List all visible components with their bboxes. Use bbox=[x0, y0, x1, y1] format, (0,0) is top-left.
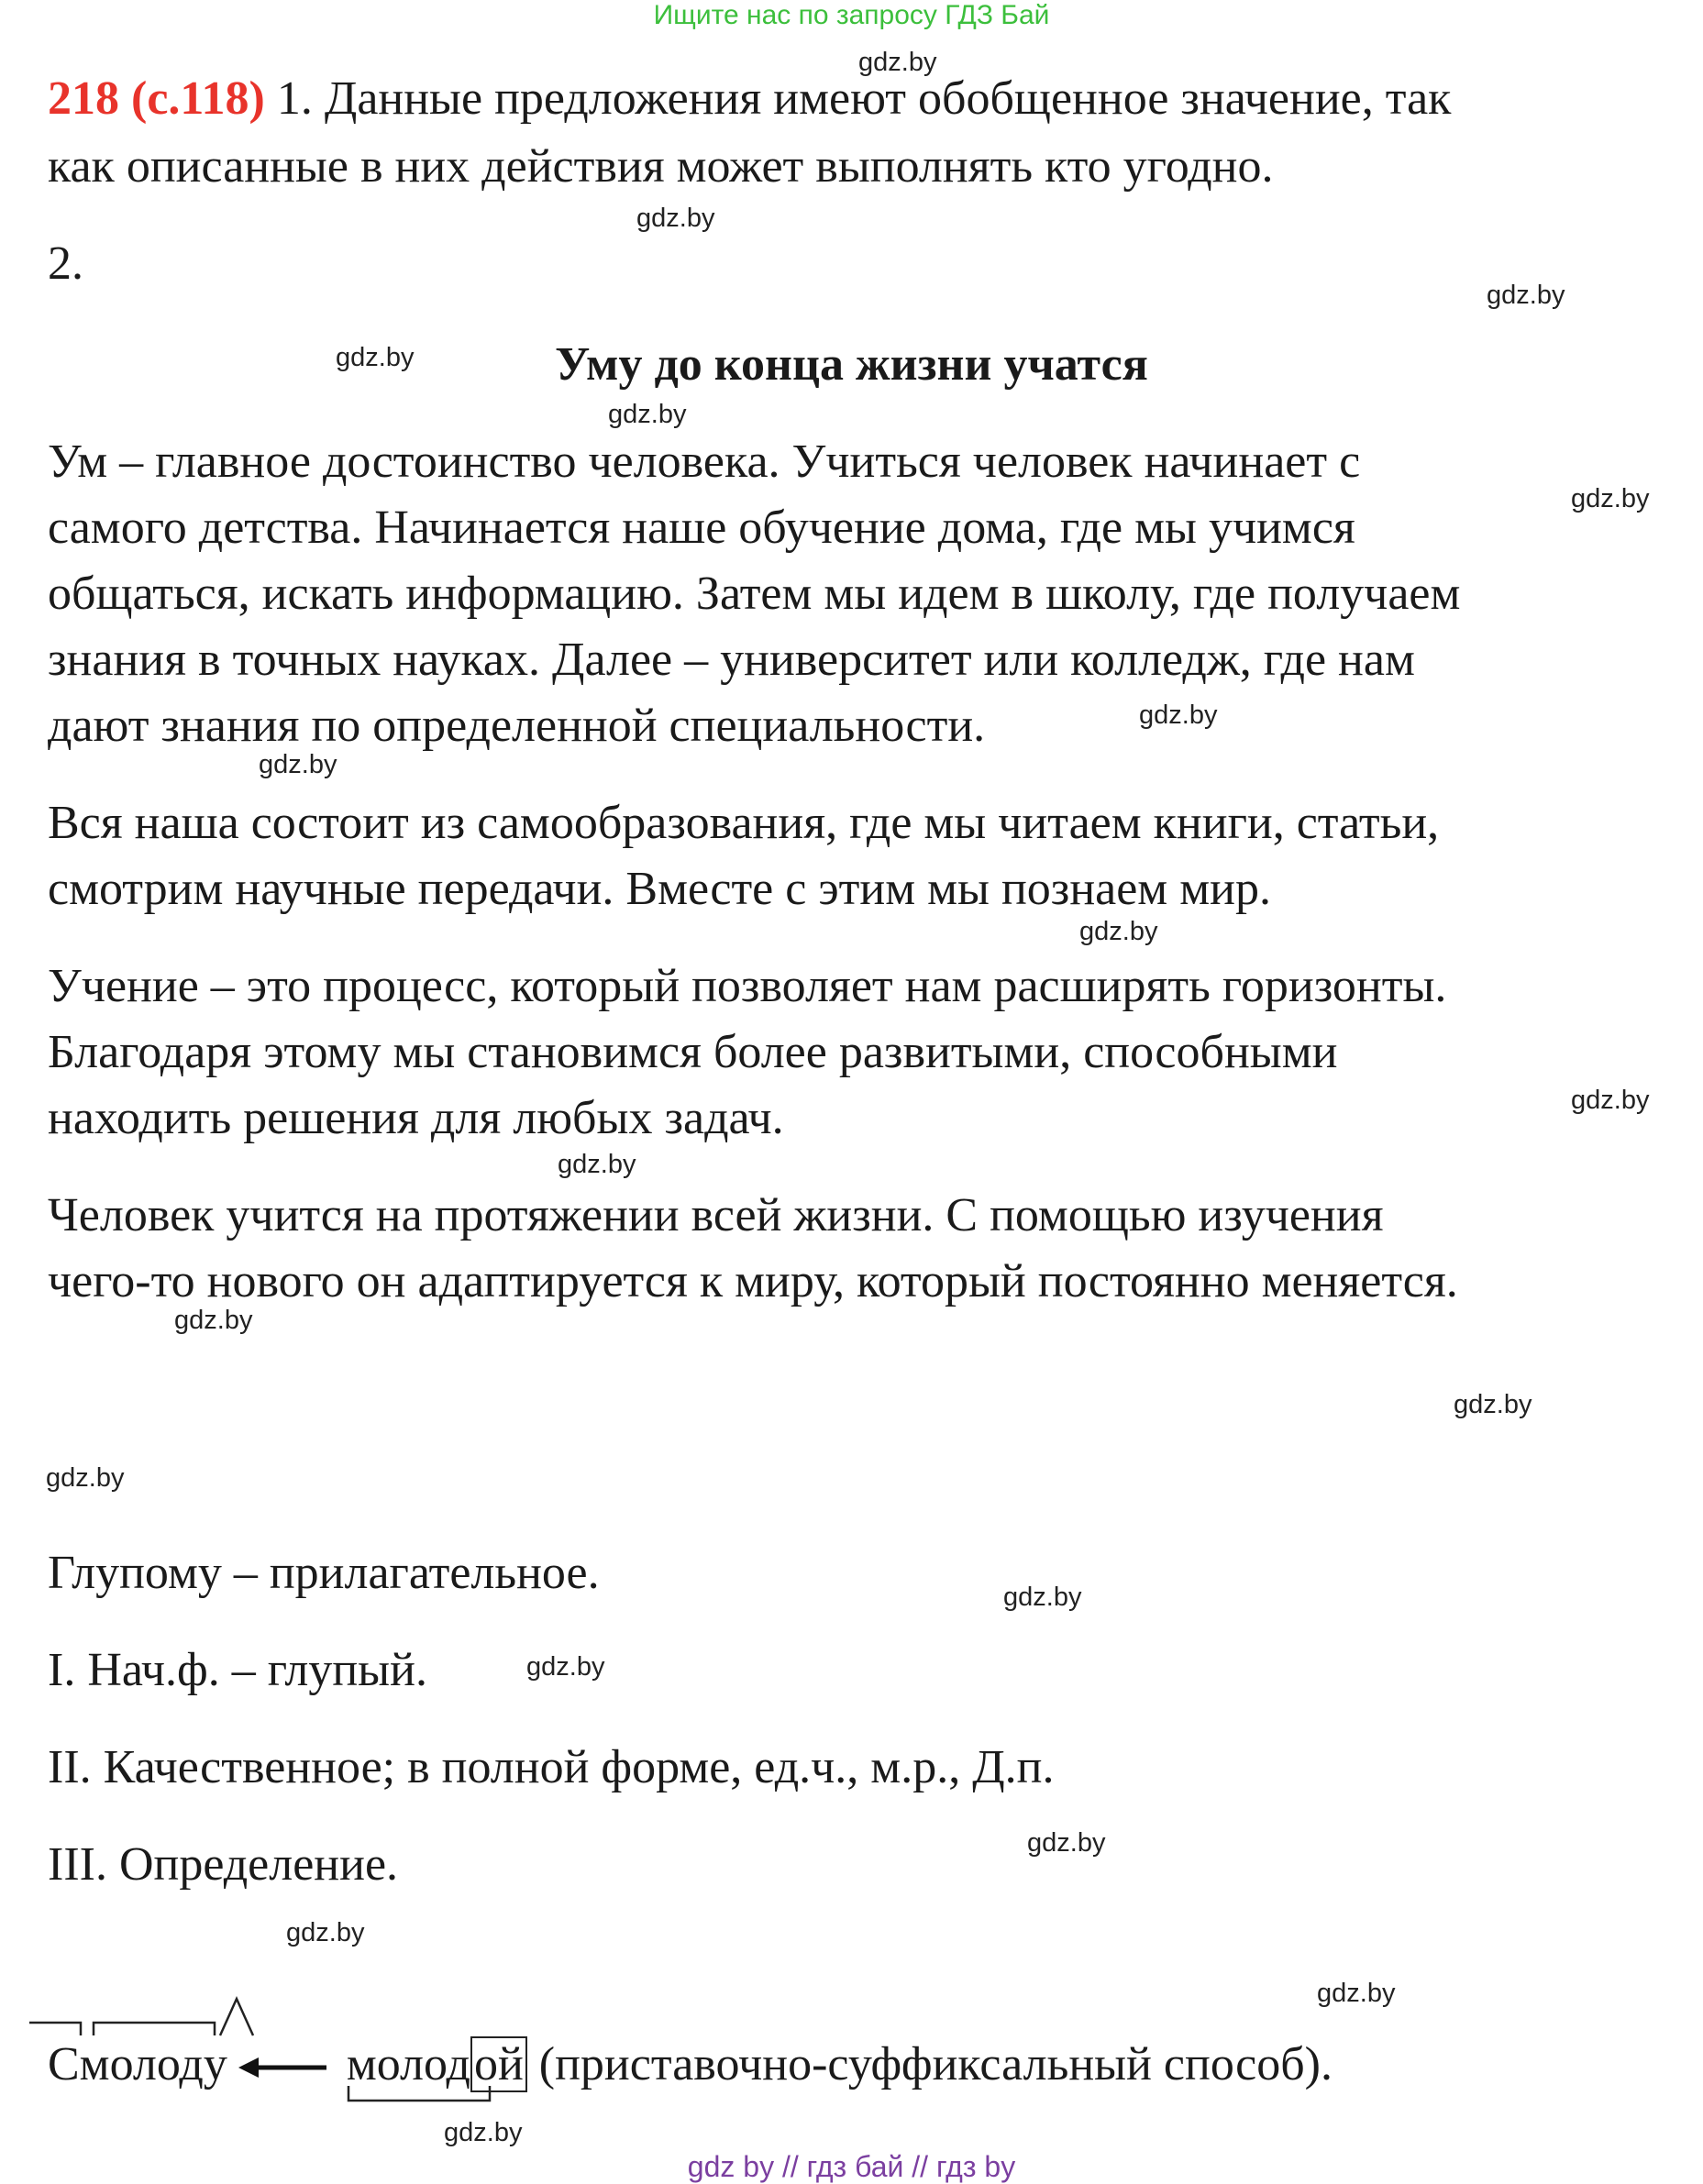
watermark: gdz.by bbox=[1317, 1979, 1396, 2008]
essay-line: смотрим научные передачи. Вместе с этим мы познаем мир. bbox=[48, 863, 1271, 915]
left-arrow-icon bbox=[237, 2063, 328, 2074]
analysis-role: III. Определение. bbox=[48, 1838, 399, 1891]
watermark: gdz.by bbox=[46, 1463, 125, 1493]
essay-line: знания в точных науках. Далее – университет или колледж, где нам bbox=[48, 634, 1415, 686]
task-item2: 2. bbox=[48, 237, 83, 290]
essay-line: находить решения для любых задач. bbox=[48, 1092, 784, 1144]
analysis-features: II. Качественное; в полной форме, ед.ч., м.р., Д.п. bbox=[48, 1741, 1055, 1793]
essay-line: самого детства. Начинается наше обучение дома, где мы учимся bbox=[48, 502, 1355, 554]
search-banner: Ищите нас по запросу ГДЗ Бай bbox=[653, 0, 1050, 30]
essay-line: чего-то нового он адаптируется к миру, который постоянно меняется. bbox=[48, 1255, 1458, 1307]
base-stem: молод bbox=[346, 2038, 470, 2090]
watermark: gdz.by bbox=[1027, 1828, 1106, 1858]
watermark: gdz.by bbox=[1079, 917, 1158, 946]
derived-word: Смолоду bbox=[48, 2038, 227, 2090]
watermark: gdz.by bbox=[858, 48, 937, 77]
watermark: gdz.by bbox=[558, 1150, 636, 1179]
essay-line: Учение – это процесс, который позволяет нам расширять горизонты. bbox=[48, 960, 1447, 1012]
stem-bracket bbox=[347, 2086, 493, 2104]
watermark: gdz.by bbox=[608, 400, 687, 429]
watermark: gdz.by bbox=[259, 750, 337, 779]
watermark: gdz.by bbox=[526, 1652, 605, 1682]
analysis-initial-form: I. Нач.ф. – глупый. bbox=[48, 1644, 427, 1696]
ending-box: ой bbox=[470, 2036, 527, 2092]
task-item1-line2: как описанные в них действия может выполнять кто угодно. bbox=[48, 140, 1274, 193]
watermark: gdz.by bbox=[1571, 484, 1650, 513]
prefix-mark bbox=[29, 2023, 81, 2035]
watermark: gdz.by bbox=[1454, 1390, 1532, 1419]
essay-line: общаться, искать информацию. Затем мы идем в школу, где получаем bbox=[48, 568, 1461, 620]
essay-line: Человек учится на протяжении всей жизни. С помощью изучения bbox=[48, 1189, 1384, 1241]
essay-line: Ум – главное достоинство человека. Учиться человек начинает с bbox=[48, 436, 1361, 488]
essay-line: дают знания по определенной специальности. bbox=[48, 700, 986, 752]
task-item1-line1: 218 (с.118) 1. Данные предложения имеют обобщенное значение, так bbox=[48, 72, 1452, 125]
analysis-pos: Глупому – прилагательное. bbox=[48, 1547, 600, 1599]
essay-line: Вся наша состоит из самообразования, где мы читаем книги, статьи, bbox=[48, 797, 1440, 849]
footer-links: gdz by // гдз бай // гдз by bbox=[687, 2150, 1016, 2183]
wordformation-line bbox=[48, 2038, 1333, 2090]
method: (приставочно-суффиксальный способ). bbox=[526, 2038, 1333, 2090]
suffix-mark bbox=[220, 1999, 253, 2035]
watermark: gdz.by bbox=[636, 204, 715, 233]
watermark: gdz.by bbox=[1003, 1583, 1082, 1612]
watermark: gdz.by bbox=[336, 343, 415, 372]
watermark: gdz.by bbox=[174, 1306, 253, 1335]
essay-line: Благодаря этому мы становимся более развитыми, способными bbox=[48, 1026, 1338, 1078]
essay-title: Уму до конца жизни учатся bbox=[555, 338, 1148, 391]
morpheme-marks bbox=[28, 1980, 257, 2045]
base-word bbox=[347, 2038, 527, 2090]
watermark: gdz.by bbox=[1487, 281, 1565, 310]
watermark: gdz.by bbox=[1571, 1086, 1650, 1115]
watermark: gdz.by bbox=[1139, 700, 1218, 730]
task-number: 218 (с.118) bbox=[48, 72, 265, 125]
watermark: gdz.by bbox=[444, 2118, 523, 2147]
watermark: gdz.by bbox=[286, 1918, 365, 1947]
root-arc bbox=[94, 2023, 215, 2035]
